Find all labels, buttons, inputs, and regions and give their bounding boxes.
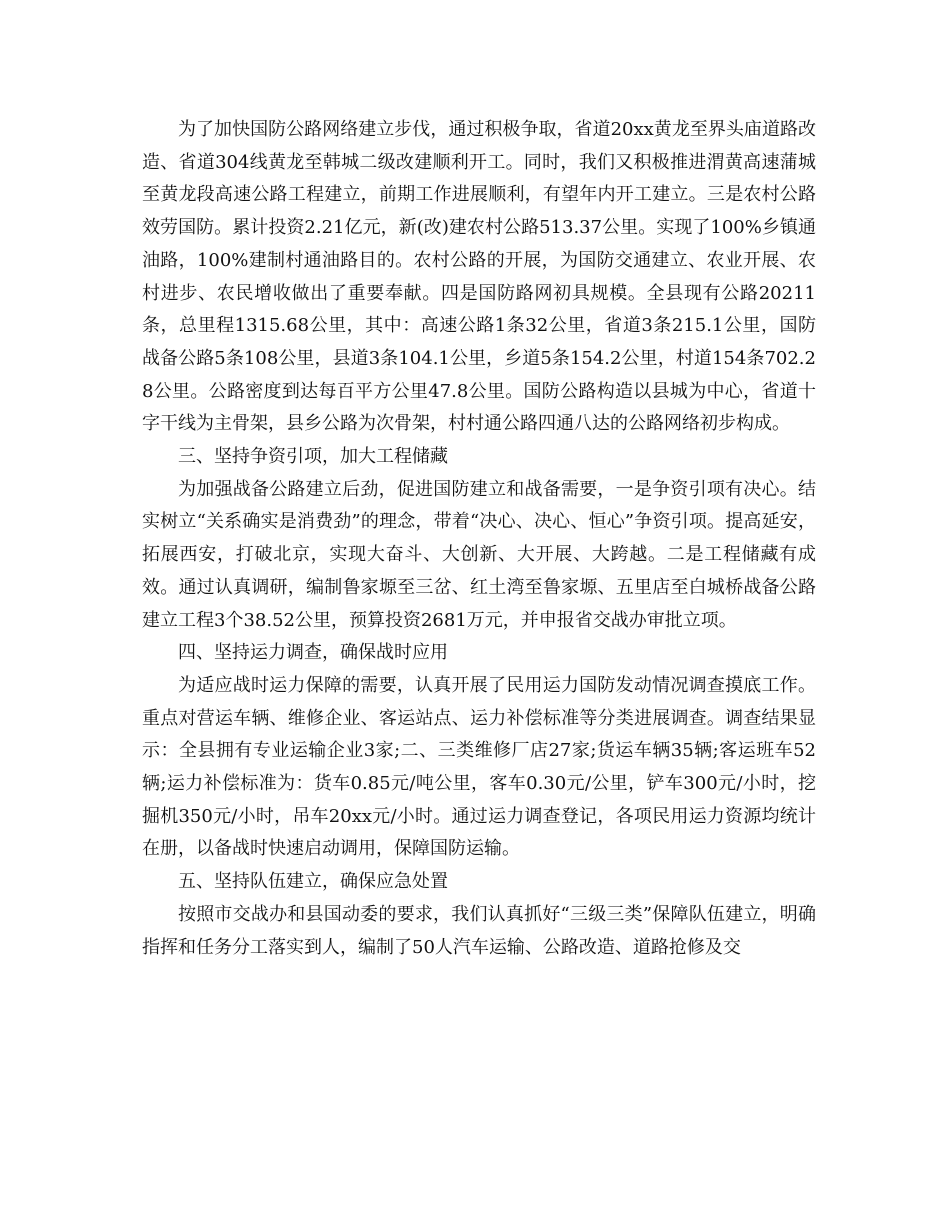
body-paragraph: 按照市交战办和县国动委的要求，我们认真抓好“三级三类”保障队伍建立，明确指挥和任务分工落实到人，编制了50人汽车运输、公路改造、道路抢修及交	[142, 903, 816, 958]
body-paragraph: 为了加快国防公路网络建立步伐，通过积极争取，省道20xx黄龙至界头庙道路改造、省道304线黄龙至韩城二级改建顺利开工。同时，我们又积极推进渭黄高速蒲城至黄龙段高速公路工程建立，前期工作进展顺利，有望年内开工建立。三是农村公路效劳国防。累计投资2.21亿元，新(改)建农村公路513.37公里。实现了100%乡镇通油路，100%建制村通油路目的。农村公路的开展，为国防交通建立、农业开展、农村进步、农民增收做出了重要奉献。四是国防路网初具规模。全县现有公路20211条，总里程1315.68公里，其中：高速公路1条32公里，省道3条215.1公里，国防战备公路5条108公里，县道3条104.1公里，乡道5条154.2公里，村道154条702.28公里。公路密度到达每百平方公里47.8公里。国防公路构造以县城为中心，省道十字干线为主骨架，县乡公路为次骨架，村村通公路四通八达的公路网络初步构成。	[142, 119, 816, 435]
body-paragraph: 为加强战备公路建立后劲，促进国防建立和战备需要，一是争资引项有决心。结实树立“关系确实是消费劲”的理念，带着“决心、决心、恒心”争资引项。提高延安，拓展西安，打破北京，实现大奋斗、大创新、大开展、大跨越。二是工程储藏有成效。通过认真调研，编制鲁家塬至三岔、红土湾至鲁家塬、五里店至白城桥战备公路建立工程3个38.52公里，预算投资2681万元，并申报省交战办审批立项。	[142, 478, 816, 631]
document-page	[142, 114, 816, 964]
section-heading: 五、坚持队伍建立，确保应急处置	[178, 871, 448, 893]
section-heading: 三、坚持争资引项，加大工程储藏	[178, 446, 448, 468]
section-heading: 四、坚持运力调查，确保战时应用	[178, 642, 448, 664]
body-paragraph: 为适应战时运力保障的需要，认真开展了民用运力国防发动情况调查摸底工作。重点对营运车辆、维修企业、客运站点、运力补偿标准等分类进展调查。调查结果显示：全县拥有专业运输企业3家;二、三类维修厂店27家;货运车辆35辆;客运班车52辆;运力补偿标准为：货车0.85元/吨公里，客车0.30元/公里，铲车300元/小时，挖掘机350元/小时，吊车20xx元/小时。通过运力调查登记，各项民用运力资源均统计在册，以备战时快速启动调用，保障国防运输。	[142, 674, 816, 860]
